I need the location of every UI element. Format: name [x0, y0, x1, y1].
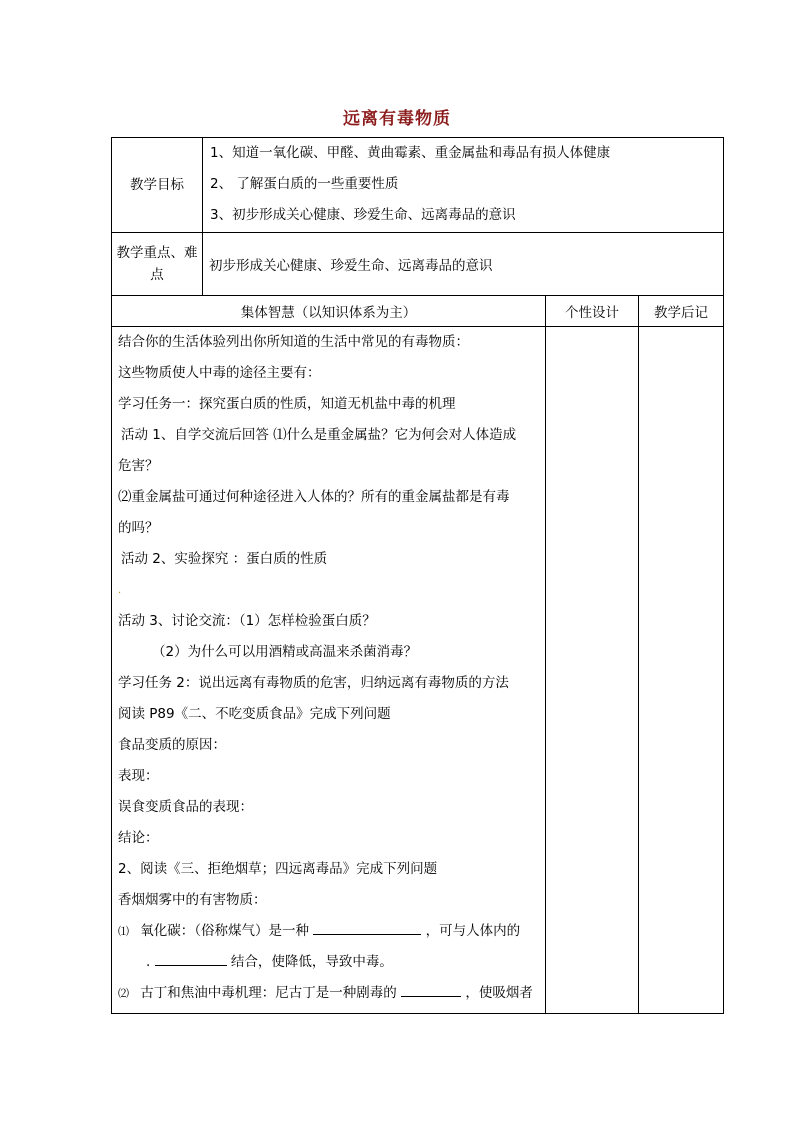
content-line: 结合你的生活体验列出你所知道的生活中常见的有毒物质： [118, 334, 469, 350]
fill-blank[interactable] [401, 982, 461, 997]
main-content [112, 327, 546, 1014]
focus-row [112, 233, 724, 296]
column-header-main: 集体智慧（以知识体系为主） [112, 296, 546, 327]
content-line: 学习任务 2：说出远离有毒物质的危害，归纳远离有毒物质的方法 [118, 675, 509, 691]
content-line: （2）为什么可以用酒精或高温来杀菌消毒？ [152, 644, 418, 660]
column-header-row [112, 296, 724, 327]
goal-item: 3、初步形成关心健康、珍爱生命、远离毒品的意识 [210, 207, 516, 223]
content-line: 的吗？ [118, 520, 159, 536]
content-line: 活动 3、讨论交流：（1）怎样检验蛋白质？ [118, 613, 376, 629]
goals-label: 教学目标 [112, 138, 203, 233]
focus-text: 初步形成关心健康、珍爱生命、远离毒品的意识 [203, 233, 724, 296]
content-line: 这些物质使人中毒的途径主要有： [118, 365, 321, 381]
column-header-notes: 教学后记 [639, 296, 724, 327]
teaching-notes-cell[interactable] [639, 327, 724, 1014]
fill-blank[interactable] [313, 920, 421, 935]
fill-blank[interactable] [155, 951, 227, 966]
content-line: 学习任务一：探究蛋白质的性质，知道无机盐中毒的机理 [118, 396, 456, 412]
page-title: 远离有毒物质 [343, 109, 451, 129]
content-line: 活动 1、自学交流后回答 ⑴什么是重金属盐？它为何会对人体造成 [121, 427, 517, 443]
goal-item: 2、 了解蛋白质的一些重要性质 [210, 176, 399, 192]
content-row [112, 327, 724, 1014]
content-line: 食品变质的原因： [118, 737, 226, 753]
content-line: 阅读 P89《二、不吃变质食品》完成下列问题 [118, 706, 391, 722]
focus-label: 教学重点、难 点 [112, 233, 203, 296]
goals-cell [203, 138, 724, 233]
content-line: 香烟烟雾中的有害物质： [118, 892, 267, 908]
content-line: 危害？ [118, 458, 159, 474]
goals-row [112, 138, 724, 233]
goal-item: 1、知道一氧化碳、甲醛、黄曲霉素、重金属盐和毒品有损人体健康 [210, 145, 611, 161]
content-line: ⑵重金属盐可通过何种途径进入人体的？所有的重金属盐都是有毒 [118, 489, 510, 505]
content-line-blank: ⑵ 古丁和焦油中毒机理：尼古丁是一种剧毒的 ，使吸烟者 [118, 978, 539, 1009]
content-line: 结论： [118, 830, 159, 846]
item-number: ⑴ [118, 925, 129, 938]
column-header-personal: 个性设计 [546, 296, 639, 327]
item-number: ⑵ [118, 987, 129, 1000]
content-line: 误食变质食品的表现： [118, 799, 253, 815]
content-line: 表现： [118, 768, 159, 784]
lesson-plan-table [111, 137, 724, 1014]
content-line-blank: . 结合，使降低，导致中毒。 [118, 947, 539, 978]
content-line-blank: ⑴ 氧化碳：（俗称煤气）是一种 ，可与人体内的 [118, 916, 539, 947]
content-line: 2、阅读《三、拒绝烟草；四远离毒品》完成下列问题 [118, 861, 438, 877]
personal-design-cell[interactable] [546, 327, 639, 1014]
content-line: 活动 2、实验探究 ：蛋白质的性质 [121, 551, 328, 567]
content-dot: . [118, 585, 122, 596]
